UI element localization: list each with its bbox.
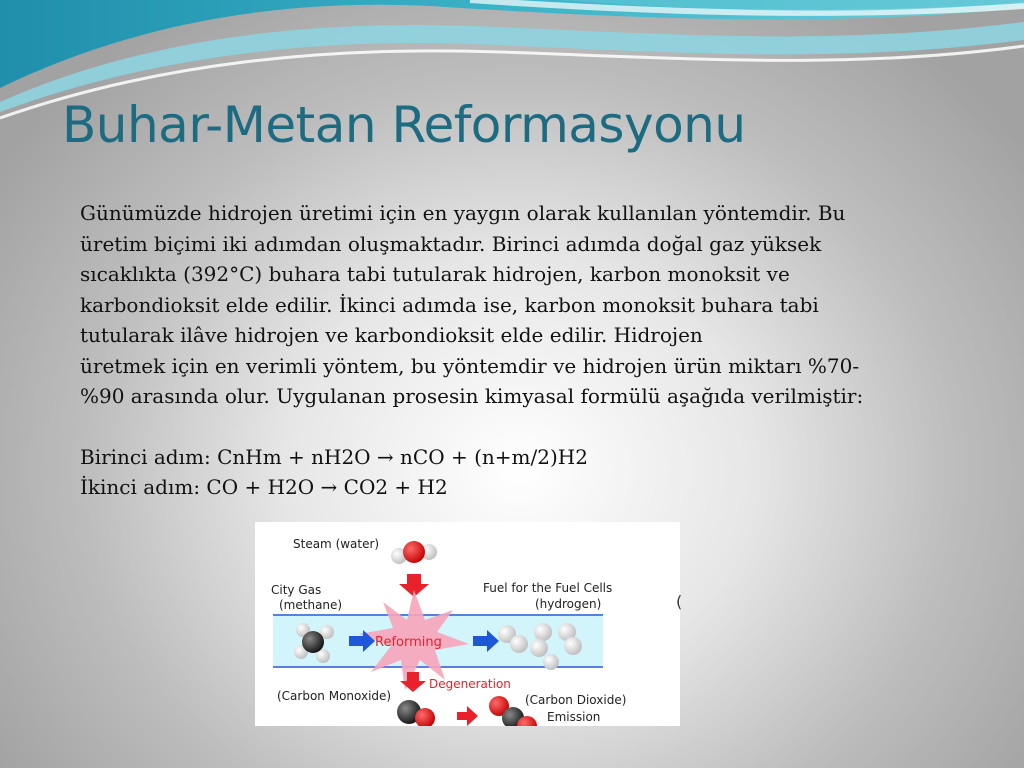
water-molecule-icon [391,541,437,564]
hydrogen-label: (hydrogen) [535,597,602,611]
reforming-label: Reforming [375,635,442,650]
paragraph-line: tutularak ilâve hidrojen ve karbondioksit elde edilir. Hidrojen [80,323,703,347]
paragraph-line: üretim biçimi iki adımdan oluşmaktadır. Birinci adımda doğal gaz yüksek [80,231,822,256]
paragraph-line: Günümüzde hidrojen üretimi için en yaygın olarak kullanılan yöntemdir. Bu [80,201,846,225]
stray-text-fragment: ( [676,592,683,611]
paragraph-line: karbondioksit elde edilir. İkinci adımda ise, karbon monoksit buhara tabi [80,292,819,317]
paragraph-line: üretmek için en verimli yöntem, bu yöntemdir ve hidrojen ürün miktarı %70- [80,353,860,378]
slide-title: Buhar-Metan Reformasyonu [62,96,746,154]
formula-step-2: İkinci adım: CO + H2O → CO2 + H2 [80,475,448,499]
formula-step-1: Birinci adım: CnHm + nH2O → nCO + (n+m/2)H2 [80,444,588,469]
right-arrow-icon [457,706,478,726]
methane-label: (methane) [279,598,343,612]
degeneration-label: Degeneration [429,677,511,691]
carbon-monoxide-molecule-icon [397,700,435,726]
carbon-monoxide-label: (Carbon Monoxide) [277,689,392,703]
steam-label: Steam (water) [293,537,380,551]
paragraph-line: sıcaklıkta (392°C) buhara tabi tutularak hidrojen, karbon monoksit ve [80,262,790,286]
slide-body [80,198,950,503]
fuel-label: Fuel for the Fuel Cells [483,581,613,595]
emission-label: Emission [547,710,601,724]
carbon-dioxide-label: (Carbon Dioxide) [525,693,627,707]
paragraph-line: %90 arasında olur. Uygulanan prosesin kimyasal formülü aşağıda verilmiştir: [80,384,864,408]
city-gas-label: City Gas [271,583,322,597]
reforming-diagram [255,522,683,726]
spacer [80,412,950,442]
